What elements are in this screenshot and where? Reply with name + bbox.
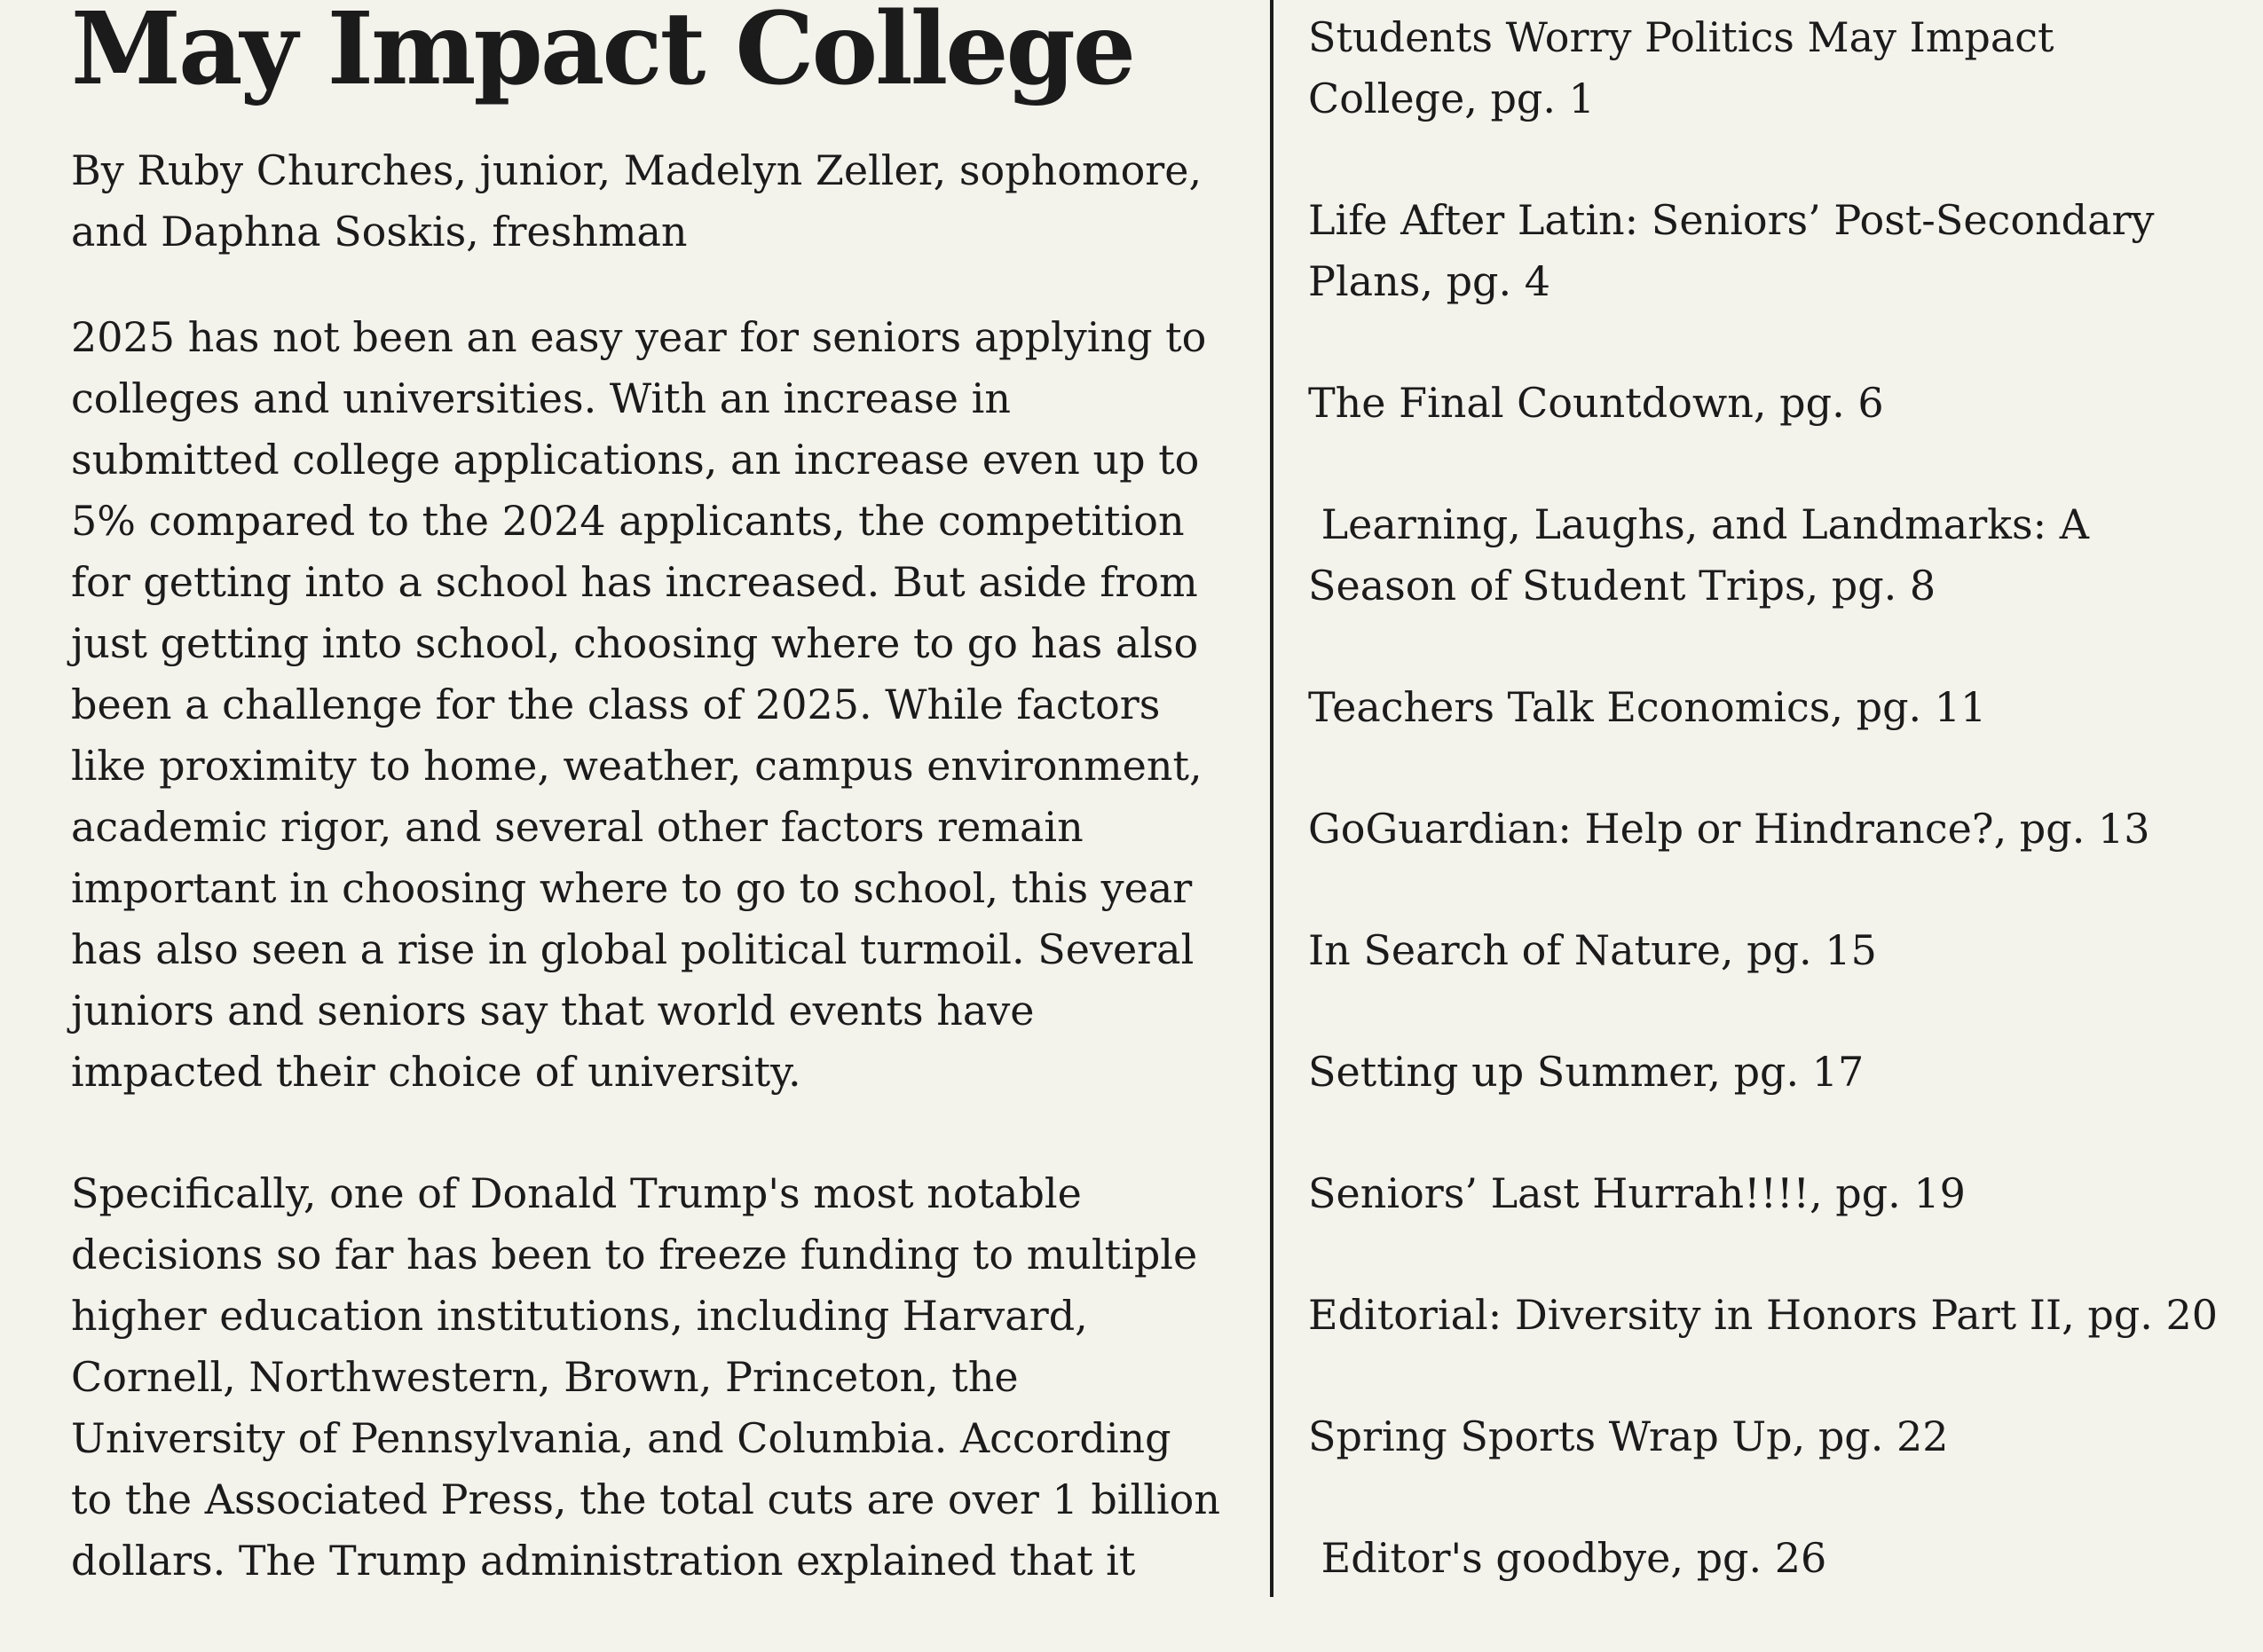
toc-item[interactable]: GoGuardian: Help or Hindrance?, pg. 13 (1308, 805, 2150, 853)
toc-item[interactable]: Spring Sports Wrap Up, pg. 22 (1308, 1412, 1949, 1460)
toc-item[interactable]: Life After Latin: Seniors’ Post-Secondary Plans, pg. 4 (1308, 196, 2168, 305)
toc-item[interactable]: The Final Countdown, pg. 6 (1308, 379, 1884, 427)
table-of-contents (1308, 7, 2231, 1589)
article-paragraph: 2025 has not been an easy year for seniors applying to colleges and universities. With an increase in submitted college applications, an increase even up to 5% compared to the 2024 applicants, the competition for getting into a school has increased. But aside from just getting into school, choosing where to go has also been a challenge for the class of 2025. While factors like proximity to home, weather, campus environment, academic rigor, and several other factors remain important in choosing where to go to school, this year has also seen a rise in global political turmoil. Several juniors and seniors say that world events have impacted their choice of university. (71, 313, 1207, 1096)
toc-item[interactable]: In Search of Nature, pg. 15 (1308, 926, 1877, 974)
article-headline: May Impact College (71, 0, 1134, 107)
toc-item[interactable]: Learning, Laughs, and Landmarks: A Season of Student Trips, pg. 8 (1308, 500, 2102, 610)
toc-item[interactable]: Students Worry Politics May Impact College, pg. 1 (1308, 13, 2068, 122)
article-byline: By Ruby Churches, junior, Madelyn Zeller, sophomore, and Daphna Soskis, freshman (71, 146, 1202, 256)
toc-item[interactable]: Seniors’ Last Hurrah!!!!, pg. 19 (1308, 1169, 1966, 1217)
toc-item[interactable]: Editorial: Diversity in Honors Part II, pg. 20 (1308, 1291, 2219, 1339)
column-divider (1270, 0, 1273, 1597)
article-paragraph: Specifically, one of Donald Trump's most notable decisions so far has been to freeze funding to multiple higher education institutions, including Harvard, Cornell, Northwestern, Brown, Princeton, the University of Pennsylvania, and Columbia. According to the Associated Press, the total cuts are over 1 billion dollars. The Trump administration explained that it (71, 1169, 1220, 1585)
article-body (71, 307, 1225, 1652)
toc-item[interactable]: Teachers Talk Economics, pg. 11 (1308, 683, 1987, 731)
toc-item[interactable]: Editor's goodbye, pg. 26 (1308, 1534, 1827, 1582)
toc-item[interactable]: Setting up Summer, pg. 17 (1308, 1048, 1865, 1096)
